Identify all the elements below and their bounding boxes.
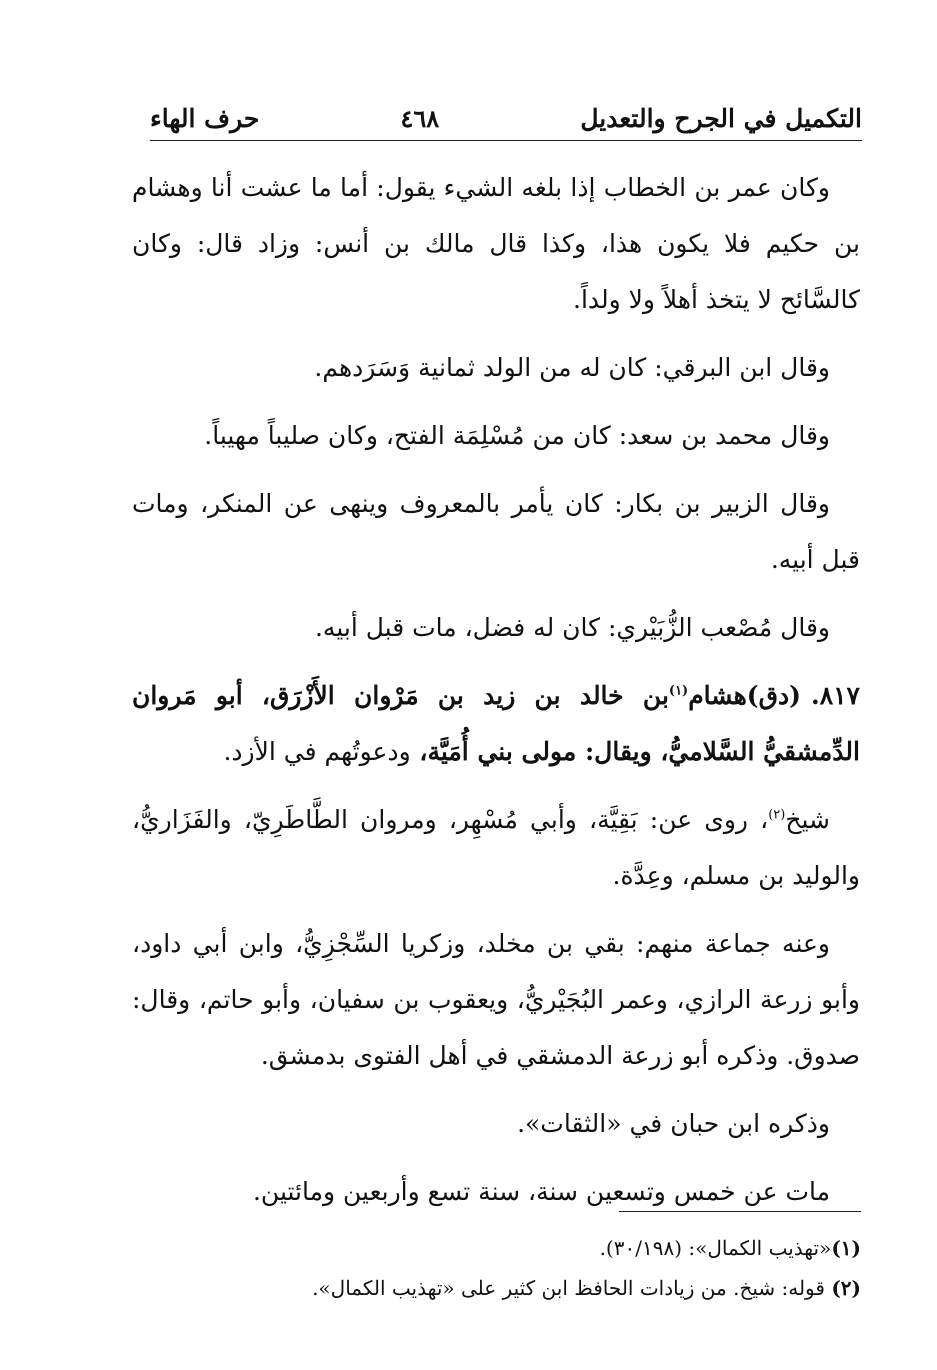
footnote xyxy=(161,1228,861,1268)
paragraph: وقال محمد بن سعد: كان من مُسْلِمَة الفتح، وكان صليباً مهيباً. xyxy=(204,421,830,450)
biography-entry xyxy=(132,668,860,780)
footnote-divider xyxy=(619,1211,861,1212)
paragraph xyxy=(132,792,860,904)
running-header xyxy=(150,96,862,141)
footnote-ref[interactable]: (٢) xyxy=(768,807,786,823)
paragraph: وقال الزبير بن بكار: كان يأمر بالمعروف وينهى عن المنكر، ومات قبل أبيه. xyxy=(132,489,860,574)
paragraph: وذكره ابن حبان في «الثقات». xyxy=(517,1109,830,1138)
paragraph-rest: ، روى عن: بَقِيَّة، وأبي مُسْهِر، ومروان الطَّاطَرِيّ، والفَزَاريُّ، والوليد بن مسلم، وعِدَّة. xyxy=(132,805,860,890)
page-number: ٤٦٨ xyxy=(400,103,440,133)
paragraph: وقال مُصْعب الزُّبَيْري: كان له فضل، مات قبل أبيه. xyxy=(314,613,830,642)
footnote-text: «تهذيب الكمال»: (٣٠/١٩٨). xyxy=(599,1236,832,1260)
paragraph: وقال ابن البرقي: كان له من الولد ثمانية وَسَرَدهم. xyxy=(314,353,830,382)
paragraph: مات عن خمس وتسعين سنة، سنة تسع وأربعين ومائتين. xyxy=(252,1177,830,1206)
main-text xyxy=(132,160,860,1232)
paragraph-start: شيخ xyxy=(785,805,830,834)
footnote-number: (١) xyxy=(831,1236,861,1260)
section-title: حرف الهاء xyxy=(150,103,260,133)
footnote xyxy=(161,1268,861,1308)
entry-rest: ودعوتُهم في الأزد. xyxy=(223,737,411,766)
footnote-text: قوله: شيخ. من زيادات الحافظ ابن كثير على «تهذيب الكمال». xyxy=(312,1276,825,1300)
book-title: التكميل في الجرح والتعديل xyxy=(580,103,862,133)
entry-lineage: بن خالد بن زيد بن مَرْوان الأَزْرَق، أبو مَروان الدِّمشقيُّ السَّلاميُّ، ويقال: مولى بني أُمَيَّة، xyxy=(132,681,860,766)
footnotes xyxy=(161,1228,861,1308)
entry-name: (دق)هشام xyxy=(688,681,801,710)
entry-number: ٨١٧. xyxy=(810,681,860,710)
paragraph: وكان عمر بن الخطاب إذا بلغه الشيء يقول: أما ما عشت أنا وهشام بن حكيم فلا يكون هذا، وكذا قال مالك بن أنس: وزاد قال: وكان كالسَّائح لا يتخذ أهلاً ولا ولداً. xyxy=(132,173,860,314)
footnote-number: (٢) xyxy=(831,1276,861,1300)
footnote-ref[interactable]: (١) xyxy=(668,683,689,699)
paragraph: وعنه جماعة منهم: بقي بن مخلد، وزكريا السِّجْزِيُّ، وابن أبي داود، وأبو زرعة الرازي، وعمر البُجَيْريُّ، ويعقوب بن سفيان، وأبو حاتم، وقال: صدوق. وذكره أبو زرعة الدمشقي في أهل الفتوى بدمشق. xyxy=(132,929,860,1070)
